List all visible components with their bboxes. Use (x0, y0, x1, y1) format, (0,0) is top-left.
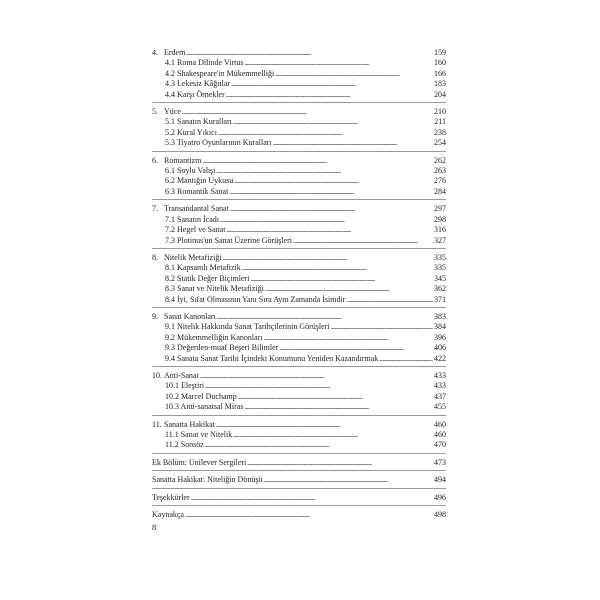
toc-section-row (152, 263, 446, 273)
dot-leader (275, 69, 433, 79)
toc-section-title: 5.3 Tiyatro Oyunlarının Kuralları (165, 138, 272, 148)
toc-page-number: 316 (434, 225, 446, 235)
toc-section-title: 9.3 Değerden-muaf Beşeri Bilimler (165, 343, 279, 353)
toc-chapter-number: 4. (152, 48, 158, 57)
toc-chapter (152, 492, 446, 506)
toc-section-row (152, 274, 446, 284)
toc-section-row (152, 187, 446, 197)
toc-section-title: 5.1 Sanatın Kuralları (165, 117, 232, 127)
dot-leader (229, 187, 433, 197)
toc-chapter-number: 10. (152, 370, 162, 380)
toc-section-row (152, 215, 446, 225)
toc-page-number: 335 (434, 263, 446, 273)
toc-chapter (152, 419, 446, 454)
dot-leader (242, 263, 433, 273)
toc-page-number: 470 (434, 440, 446, 450)
dot-leader (263, 475, 433, 485)
toc-chapter-title: Sanatta Hakikat (164, 419, 215, 429)
toc-section-title: 10.3 Anti-sanatsal Miras (165, 402, 244, 412)
toc-section-title: 9.2 Mükemmelliğin Kanonları (165, 332, 263, 342)
toc-section-title: 9.4 Sanata Sanat Tarihi İçindeki Konumunu Yeniden Kazandırmak (165, 353, 379, 363)
toc-chapter-title: Romantizm (164, 155, 202, 165)
toc-section-title: 11.2 Sonsöz (165, 440, 204, 450)
toc-page-number: 433 (434, 370, 446, 380)
dot-leader (216, 166, 433, 176)
toc-page-number: 371 (434, 294, 446, 304)
dot-leader (265, 284, 433, 294)
toc-chapter (152, 155, 446, 201)
toc-section-row (152, 138, 446, 148)
toc-page-number: 498 (434, 510, 446, 520)
toc-page-number: 263 (434, 166, 446, 176)
toc-page-number: 276 (434, 176, 446, 186)
toc-chapter-row (152, 371, 446, 381)
toc-chapter-number: 6. (152, 155, 158, 165)
dot-leader (279, 343, 433, 353)
toc-chapter-row (152, 253, 446, 263)
toc-section-row (152, 284, 446, 294)
toc-page-number: 455 (434, 402, 446, 412)
toc-chapter (152, 252, 446, 308)
toc-section-title: 4.4 Karşı Örnekler (165, 89, 225, 99)
toc-section-title: 8.1 Kapsamlı Metafizik (165, 263, 241, 273)
toc-chapter-row (152, 475, 446, 485)
dot-leader (244, 402, 433, 412)
toc-section-title: 7.3 Plotinus'un Sanat Üzerine Görüşleri (165, 235, 292, 245)
toc-section-row (152, 333, 446, 343)
toc-chapter (152, 457, 446, 471)
toc-chapter-title: Sanatta Hakikat: Niteliğin Dönüşü (152, 475, 263, 485)
toc-section-row (152, 430, 446, 440)
toc-section-title: 7.1 Sanatın İcadı (165, 214, 219, 224)
toc-page-number: 298 (434, 214, 446, 224)
toc-section-row (152, 117, 446, 127)
dot-leader (346, 295, 433, 305)
table-of-contents (152, 47, 446, 522)
toc-chapter-title: Anti-Sanat (164, 370, 199, 380)
dot-leader (186, 48, 433, 58)
dot-leader (217, 312, 433, 322)
toc-page-number: 396 (434, 332, 446, 342)
dot-leader (226, 225, 433, 235)
dot-leader (264, 333, 433, 343)
dot-leader (247, 458, 433, 468)
toc-chapter (152, 370, 446, 416)
toc-chapter-row (152, 204, 446, 214)
toc-section-title: 4.1 Roma Dilinde Virtus (165, 58, 244, 68)
toc-page-number: 383 (434, 311, 446, 321)
toc-page-number: 166 (434, 68, 446, 78)
toc-chapter-title: Yüce (164, 107, 181, 117)
toc-chapter-title: Transandantal Sanat (164, 204, 229, 214)
dot-leader (205, 440, 433, 450)
toc-section-title: 10.2 Marcel Duchamp (165, 391, 237, 401)
toc-chapter (152, 47, 446, 103)
toc-page-number: 204 (434, 89, 446, 99)
toc-section-row (152, 322, 446, 332)
toc-page-number: 238 (434, 127, 446, 137)
toc-section-title: 9.1 Nitelik Hakkında Sanat Tarihçilerinin Görüşleri (165, 322, 330, 332)
toc-chapter-number: 9. (152, 311, 158, 321)
toc-page-number: 345 (434, 273, 446, 283)
dot-leader (379, 354, 433, 364)
dot-leader (231, 79, 433, 89)
toc-section-row (152, 58, 446, 68)
toc-chapter-row (152, 48, 446, 58)
toc-chapter-number: 8. (152, 252, 158, 262)
toc-chapter-number: 7. (152, 204, 158, 214)
toc-section-row (152, 128, 446, 138)
toc-chapter-title: Ek Bölüm: Unilever Sergileri (152, 457, 247, 467)
toc-page-number: 473 (434, 457, 446, 467)
toc-section-title: 4.2 Shakespeare'in Mükemmelliği (165, 68, 275, 78)
toc-page-number: 335 (434, 252, 446, 262)
toc-section-title: 6.1 Soylu Vahşi (165, 166, 216, 176)
toc-section-title: 6.3 Romantik Sanat (165, 186, 229, 196)
toc-section-row (152, 343, 446, 353)
toc-section-row (152, 440, 446, 450)
toc-chapter-number: 11. (152, 419, 162, 429)
toc-chapter-title: Kaynakça (152, 510, 184, 520)
dot-leader (244, 58, 433, 68)
toc-section-title: 11.1 Sanat ve Nitelik (165, 430, 233, 439)
toc-chapter-title: Nitelik Metafiziği (164, 252, 222, 262)
toc-section-title: 4.3 Lekesiz Kâğıtlar (165, 79, 231, 89)
toc-chapter-row (152, 458, 446, 468)
dot-leader (200, 371, 433, 381)
toc-section-row (152, 166, 446, 176)
dot-leader (220, 215, 433, 225)
toc-section-title: 8.4 İyi, Sıfat Olmasının Yanı Sıra Aynı Zamanda İsimdir (165, 294, 346, 304)
toc-page-number: 160 (434, 58, 446, 68)
toc-section-title: 8.2 Statik Değer Biçimleri (165, 273, 250, 283)
toc-page-number: 433 (434, 381, 446, 391)
toc-section-row (152, 295, 446, 305)
toc-page-number: 297 (434, 204, 446, 214)
toc-chapter-row (152, 510, 446, 520)
toc-section-row (152, 69, 446, 79)
toc-chapter-title: Sanat Kanonları (164, 311, 216, 321)
toc-page-number: 496 (434, 492, 446, 502)
toc-section-title: 5.2 Kural Yıkıcı (165, 127, 217, 137)
toc-chapter (152, 203, 446, 249)
toc-page-number: 211 (434, 117, 446, 127)
toc-page-number: 460 (434, 430, 446, 439)
dot-leader (223, 253, 433, 263)
toc-page-number: 327 (434, 235, 446, 245)
toc-chapter (152, 106, 446, 152)
dot-leader (293, 236, 433, 246)
toc-chapter-title: Erdem (164, 48, 186, 57)
dot-leader (191, 493, 433, 503)
toc-section-row (152, 402, 446, 412)
toc-section-row (152, 354, 446, 364)
toc-page-number: 284 (434, 186, 446, 196)
dot-leader (205, 381, 433, 391)
dot-leader (238, 392, 433, 402)
toc-section-title: 8.3 Sanat ve Nitelik Metafiziği (165, 284, 264, 294)
toc-section-row (152, 381, 446, 391)
toc-section-row (152, 236, 446, 246)
toc-section-row (152, 176, 446, 186)
toc-page-number: 437 (434, 391, 446, 401)
toc-chapter-row (152, 493, 446, 503)
toc-section-row (152, 90, 446, 100)
dot-leader (233, 430, 433, 440)
toc-page-number: 210 (434, 107, 446, 117)
page-number: 8 (152, 522, 157, 532)
dot-leader (185, 510, 433, 520)
toc-section-row (152, 392, 446, 402)
toc-page-number: 406 (434, 343, 446, 353)
toc-section-row (152, 225, 446, 235)
toc-section-title: 7.2 Hegel ve Sanat (165, 225, 226, 235)
dot-leader (273, 138, 433, 148)
toc-chapter-row (152, 312, 446, 322)
dot-leader (331, 322, 433, 332)
toc-chapter-title: Teşekkürler (152, 492, 190, 502)
toc-chapter-row (152, 156, 446, 166)
dot-leader (226, 90, 433, 100)
toc-section-row (152, 79, 446, 89)
toc-chapter-number: 5. (152, 107, 158, 117)
dot-leader (216, 420, 433, 430)
toc-chapter-row (152, 107, 446, 117)
toc-page-number: 422 (434, 353, 446, 363)
toc-chapter (152, 311, 446, 367)
toc-chapter (152, 474, 446, 488)
dot-leader (230, 204, 433, 214)
toc-chapter-row (152, 420, 446, 430)
toc-page-number: 159 (434, 48, 446, 57)
dot-leader (250, 274, 433, 284)
toc-section-title: 6.2 Mantığın Uykusu (165, 176, 234, 186)
dot-leader (182, 107, 433, 117)
dot-leader (202, 156, 433, 166)
toc-page-number: 254 (434, 138, 446, 148)
toc-page-number: 362 (434, 284, 446, 294)
dot-leader (233, 117, 433, 127)
toc-chapter (152, 509, 446, 522)
toc-page-number: 262 (434, 155, 446, 165)
toc-page-number: 460 (434, 419, 446, 429)
toc-page-number: 494 (434, 475, 446, 485)
dot-leader (218, 128, 433, 138)
dot-leader (234, 176, 433, 186)
toc-section-title: 10.1 Eleştiri (165, 381, 205, 391)
toc-page-number: 183 (434, 79, 446, 89)
toc-page-number: 384 (434, 322, 446, 332)
